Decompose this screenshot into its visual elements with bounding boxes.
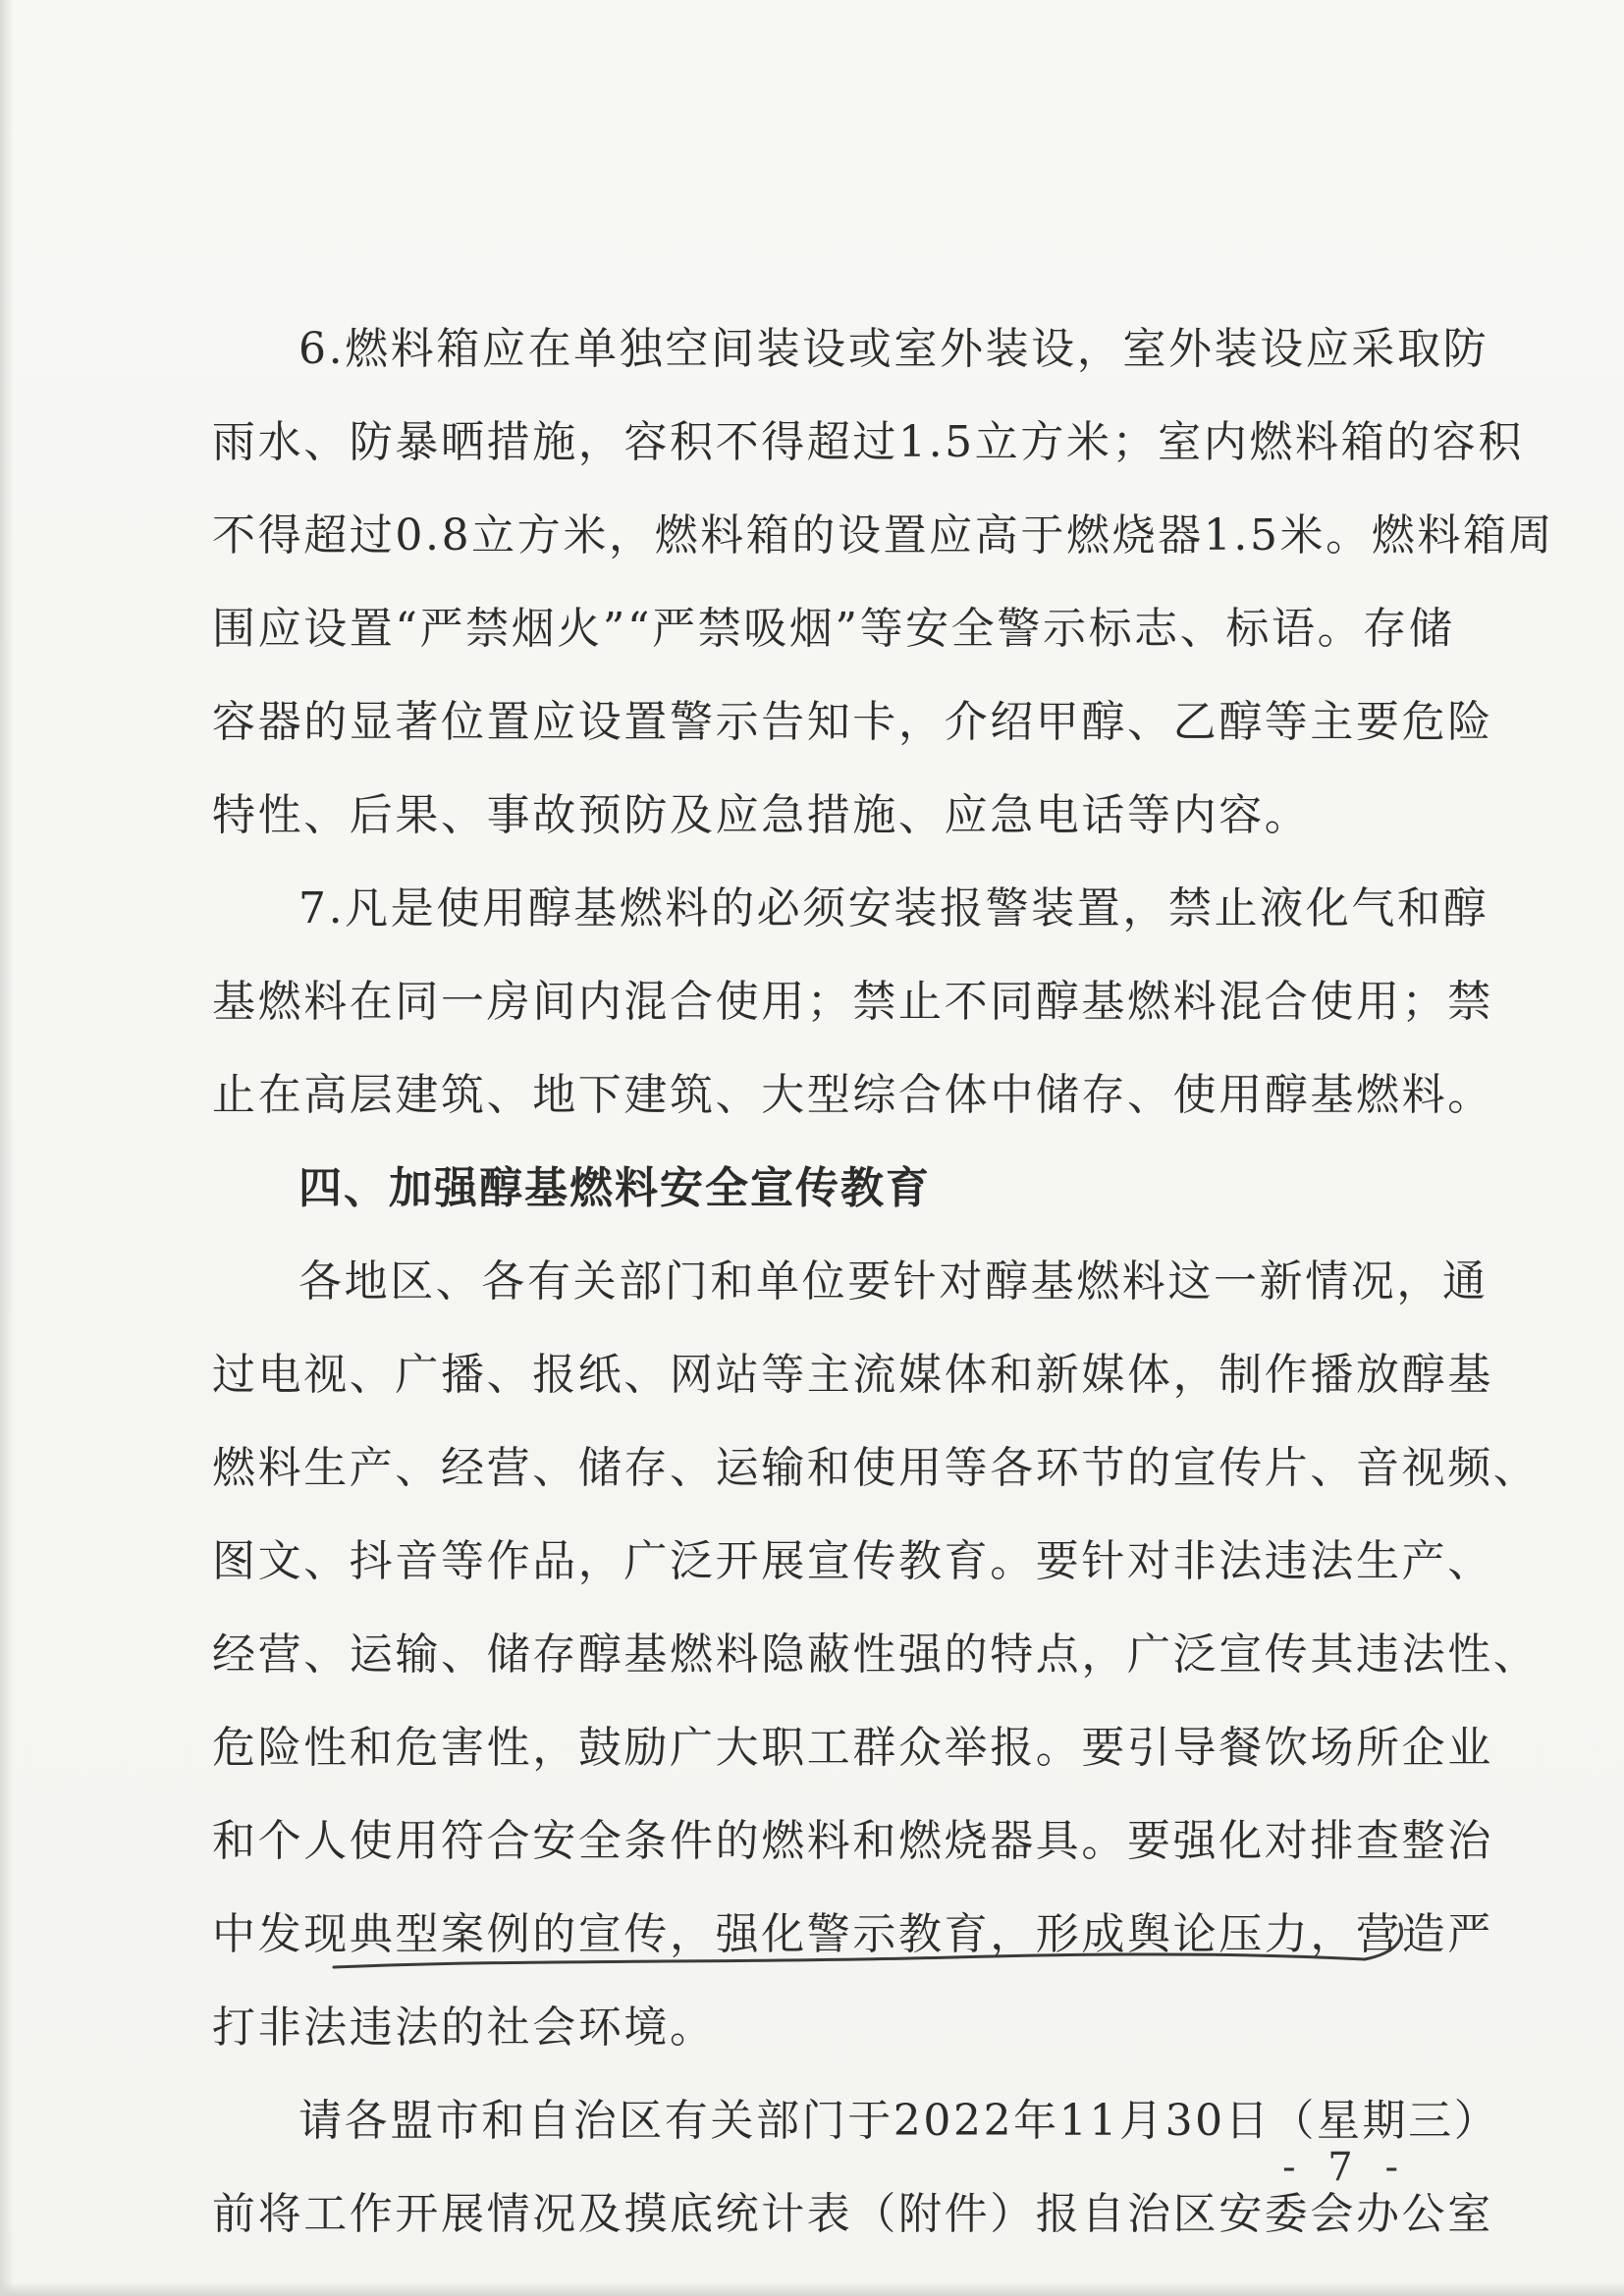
document-body [212, 302, 1555, 2261]
paragraph-line: 中发现典型案例的宣传，强化警示教育，形成舆论压力，营造严 [212, 1909, 1493, 1959]
paragraph-line: 止在高层建筑、地下建筑、大型综合体中储存、使用醇基燃料。 [212, 1070, 1493, 1120]
paragraph-line: 基燃料在同一房间内混合使用；禁止不同醇基燃料混合使用；禁 [212, 977, 1493, 1027]
scan-shadow-bottom [0, 2282, 1624, 2296]
paragraph-line: 危险性和危害性，鼓励广大职工群众举报。要引导餐饮场所企业 [212, 1723, 1493, 1773]
paragraph-line: 经营、运输、储存醇基燃料隐蔽性强的特点，广泛宣传其违法性、 [212, 1629, 1540, 1680]
paragraph-line: 和个人使用符合安全条件的燃料和燃烧器具。要强化对排查整治 [212, 1816, 1493, 1866]
scan-shadow-left [0, 0, 14, 2296]
paragraph-line: 6.燃料箱应在单独空间装设或室外装设，室外装设应采取防 [298, 324, 1489, 374]
paragraph-line: 图文、抖音等作品，广泛开展宣传教育。要针对非法违法生产、 [212, 1536, 1493, 1586]
paragraph-line: 不得超过0.8立方米，燃料箱的设置应高于燃烧器1.5米。燃料箱周 [212, 510, 1555, 561]
paragraph-line: 7.凡是使用醇基燃料的必须安装报警装置，禁止液化气和醇 [298, 883, 1489, 934]
paragraph-line: 过电视、广播、报纸、网站等主流媒体和新媒体，制作播放醇基 [212, 1350, 1493, 1400]
paragraph-line: 特性、后果、事故预防及应急措施、应急电话等内容。 [212, 790, 1311, 840]
paragraph-line: 燃料生产、经营、储存、运输和使用等各环节的宣传片、音视频、 [212, 1443, 1540, 1493]
page-number: - 7 - [1282, 2145, 1408, 2190]
paragraph-line: 前将工作开展情况及摸底统计表（附件）报自治区安委会办公室 [212, 2189, 1493, 2239]
paragraph-line: 容器的显著位置应设置警示告知卡，介绍甲醇、乙醇等主要危险 [212, 697, 1493, 747]
paragraph-line: 各地区、各有关部门和单位要针对醇基燃料这一新情况，通 [298, 1256, 1489, 1307]
section-heading: 四、加强醇基燃料安全宣传教育 [298, 1163, 931, 1213]
paragraph-line: 打非法违法的社会环境。 [212, 2002, 716, 2053]
paragraph-line: 请各盟市和自治区有关部门于2022年11月30日（星期三） [298, 2096, 1500, 2146]
paragraph-line: 围应设置“严禁烟火”“严禁吸烟”等安全警示标志、标语。存储 [212, 604, 1455, 654]
paragraph-line: 雨水、防暴晒措施，容积不得超过1.5立方米；室内燃料箱的容积 [212, 417, 1524, 467]
